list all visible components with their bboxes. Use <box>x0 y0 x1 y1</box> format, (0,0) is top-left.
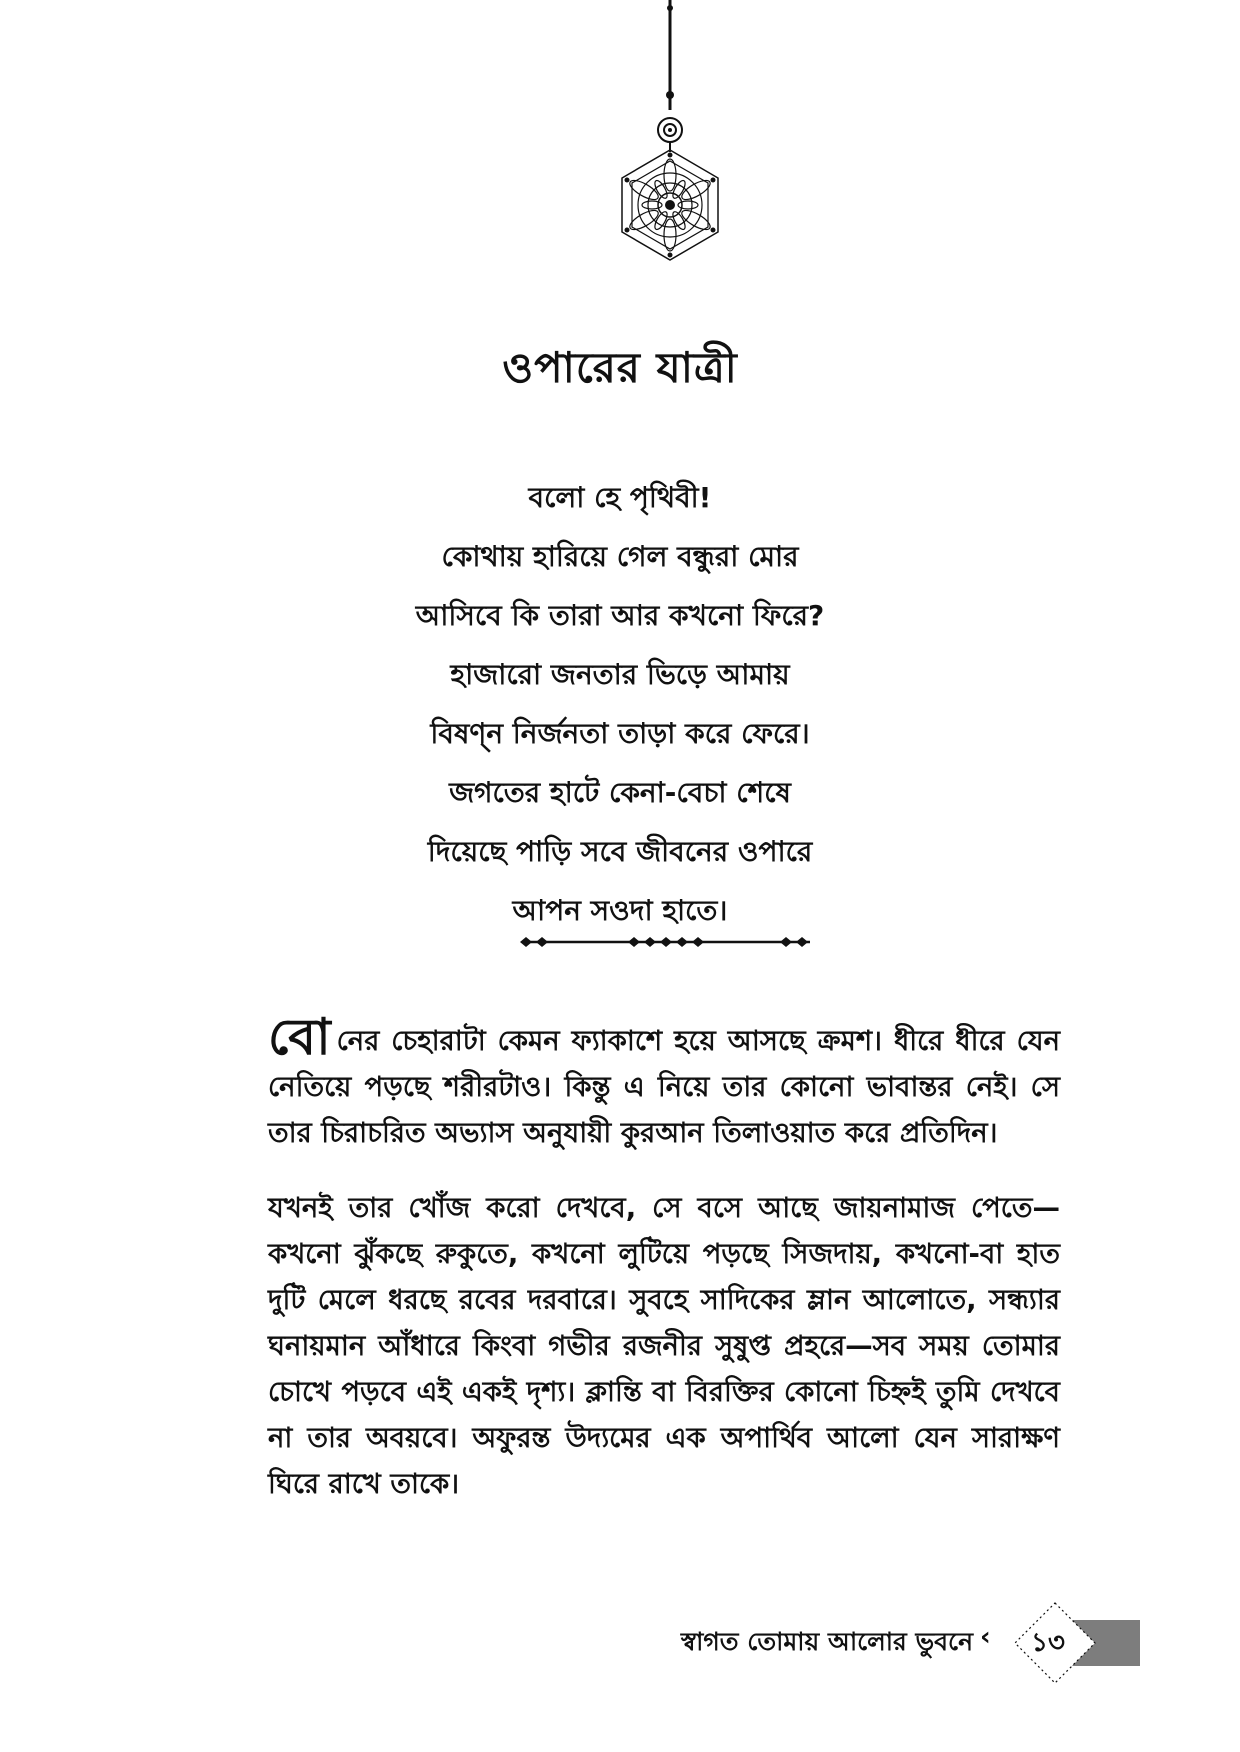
poem-line: কোথায় হারিয়ে গেল বন্ধুরা মোর <box>441 540 799 573</box>
poem-line: দিয়েছে পাড়ি সবে জীবনের ওপারে <box>427 835 813 868</box>
poem-line: আসিবে কি তারা আর কখনো ফিরে? <box>415 599 825 632</box>
paragraph-text: নের চেহারাটা কেমন ফ্যাকাশে হয়ে আসছে ক্রমশ। ধীরে ধীরে যেন নেতিয়ে পড়ছে শরীরটাও। কিন্তু এ নিয়ে তার কোনো ভাবান্তর নেই। সে তার চিরাচরিত অভ্যাস অনুযায়ী কুরআন তিলাওয়াত করে প্রতিদিন। <box>268 1025 1060 1149</box>
section-divider-ornament <box>520 930 820 954</box>
drop-cap: বো <box>268 1008 331 1066</box>
running-footer-book-title: স্বাগত তোমায় আলোর ভুবনে <box>680 1627 973 1656</box>
hanging-mandala-ornament <box>590 0 750 270</box>
page-number: ১৩ <box>1031 1628 1065 1658</box>
paragraph-text: যখনই তার খোঁজ করো দেখবে, সে বসে আছে জায়নামাজ পেতে—কখনো ঝুঁকছে রুকুতে, কখনো লুটিয়ে পড়ছে সিজদায়, কখনো-বা হাত দুটি মেলে ধরছে রবের দরবারে। সুবহে সাদিকের ম্লান আলোতে, সন্ধ্যার ঘনায়মান আঁধারে কিংবা গভীর রজনীর সুষুপ্ত প্রহরে—সব সময় তোমার চোখে পড়বে এই একই দৃশ্য। ক্লান্তি বা বিরক্তির কোনো চিহ্নই তুমি দেখবে না তার অবয়বে। অফুরন্ত উদ্যমের এক অপার্থিব আলো যেন সারাক্ষণ ঘিরে রাখে তাকে। <box>268 1192 1060 1500</box>
chevron-left-icon: ‹ <box>980 1622 991 1652</box>
poem-line: জগতের হাটে কেনা-বেচা শেষে <box>449 776 791 809</box>
body-paragraph-1 <box>268 1008 1060 1156</box>
poem-line: বলো হে পৃথিবী! <box>528 481 712 514</box>
body-paragraph-2 <box>268 1185 1060 1507</box>
poem-line: হাজারো জনতার ভিড়ে আমায় <box>450 658 790 691</box>
poem <box>0 468 1240 940</box>
poem-line: বিষণ্ন নির্জনতা তাড়া করে ফেরে। <box>430 717 810 750</box>
poem-line: আপন সওদা হাতে। <box>512 894 728 927</box>
chapter-title: ওপারের যাত্রী <box>502 343 738 392</box>
